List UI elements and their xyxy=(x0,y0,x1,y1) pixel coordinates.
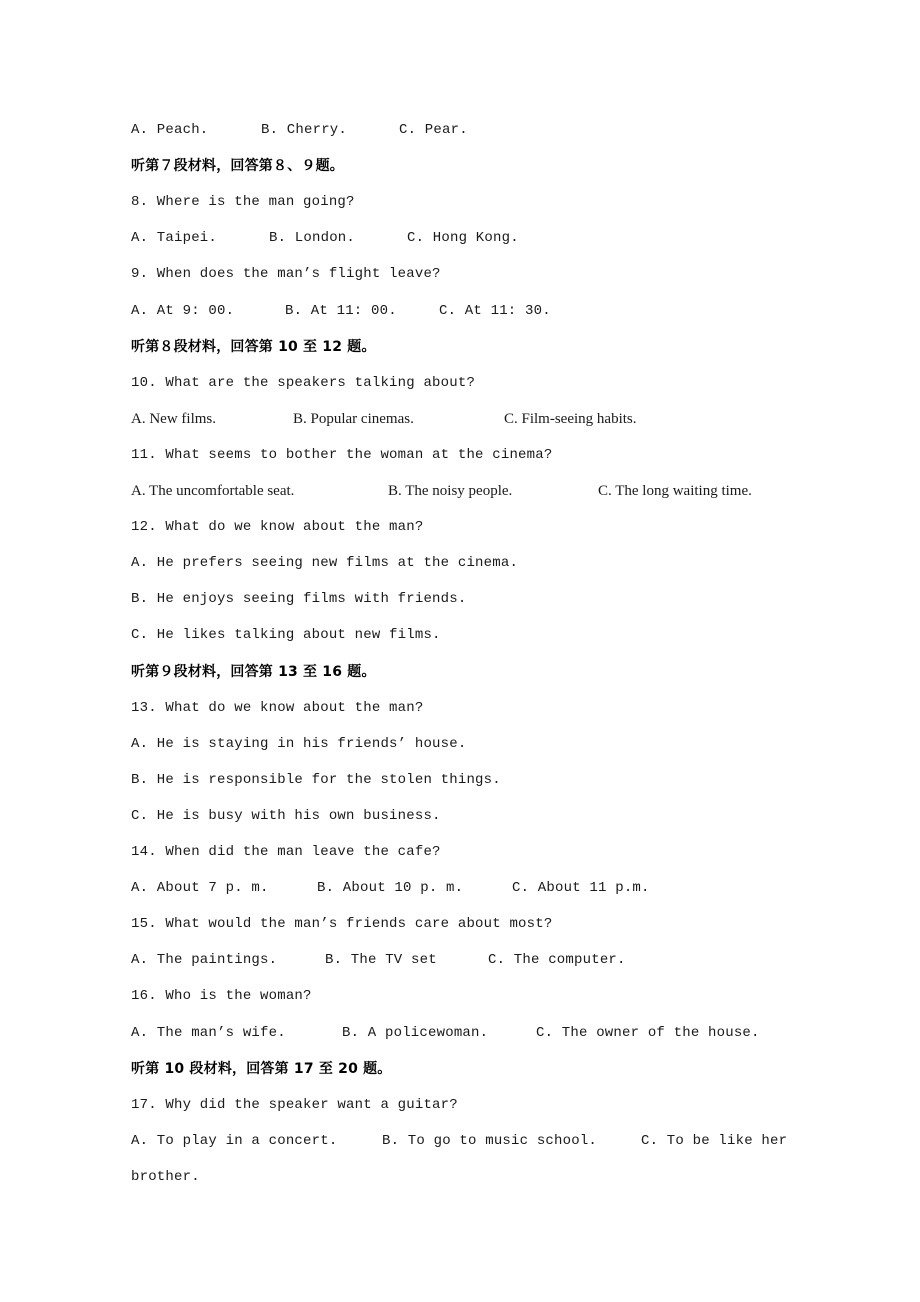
question-text: 13. What do we know about the man? xyxy=(131,699,424,716)
section-heading: 听第９段材料，回答第 13 至 16 题。 xyxy=(131,663,376,680)
answer-options-row xyxy=(131,302,811,320)
section-heading: 听第 10 段材料，回答第 17 至 20 题。 xyxy=(131,1060,392,1077)
question-text: 11. What seems to bother the woman at the cinema? xyxy=(131,446,553,463)
answer-option: B. The noisy people. xyxy=(388,483,513,499)
answer-option: C. To be like her xyxy=(641,1132,788,1149)
answer-option: C. About 11 p.m. xyxy=(512,880,650,897)
answer-option: C. The long waiting time. xyxy=(598,483,752,499)
answer-options-row xyxy=(131,229,811,247)
answer-options-row xyxy=(131,410,811,428)
answer-option: C. At 11: 30. xyxy=(439,302,551,319)
answer-option: C. Hong Kong. xyxy=(407,230,519,247)
answer-option: B. A policewoman. xyxy=(342,1024,489,1041)
answer-option: B. Popular cinemas. xyxy=(293,410,414,427)
answer-option: C. The computer. xyxy=(488,952,626,969)
answer-option: B. London. xyxy=(269,230,356,247)
answer-option: B. Cherry. xyxy=(261,122,348,138)
question-text: C. He likes talking about new films. xyxy=(131,627,441,644)
question-text: 12. What do we know about the man? xyxy=(131,519,424,536)
answer-option: C. The owner of the house. xyxy=(536,1024,760,1041)
answer-option: A. The uncomfortable seat. xyxy=(131,483,295,499)
answer-options-row xyxy=(131,1024,811,1042)
answer-option: B. At 11: 00. xyxy=(285,302,397,319)
answer-option: A. About 7 p. m. xyxy=(131,880,269,897)
answer-options-row xyxy=(131,879,811,897)
answer-option: A. New films. xyxy=(131,410,216,427)
answer-option: B. About 10 p. m. xyxy=(317,880,464,897)
answer-options-row xyxy=(131,951,811,969)
question-text: 14. When did the man leave the cafe? xyxy=(131,844,441,860)
question-text: brother. xyxy=(131,1168,200,1185)
answer-options-row xyxy=(131,482,811,500)
answer-option: C. Film-seeing habits. xyxy=(504,410,637,427)
answer-option: C. Pear. xyxy=(399,122,468,138)
question-text: B. He is responsible for the stolen things. xyxy=(131,771,501,788)
question-text: 8. Where is the man going? xyxy=(131,194,355,211)
section-heading: 听第８段材料，回答第 10 至 12 题。 xyxy=(131,338,376,355)
question-text: 9. When does the man’s flight leave? xyxy=(131,266,441,283)
answer-options-row xyxy=(131,121,811,139)
answer-option: A. At 9: 00. xyxy=(131,302,235,319)
answer-option: A. Peach. xyxy=(131,122,209,138)
section-heading: 听第７段材料，回答第８、９题。 xyxy=(131,158,344,175)
question-text: 15. What would the man’s friends care about most? xyxy=(131,916,553,933)
question-text: A. He prefers seeing new films at the cinema. xyxy=(131,555,519,572)
answer-option: B. To go to music school. xyxy=(382,1132,598,1149)
answer-option: B. The TV set xyxy=(325,952,437,969)
question-text: B. He enjoys seeing films with friends. xyxy=(131,591,467,608)
answer-option: A. The man’s wife. xyxy=(131,1024,286,1041)
answer-option: A. To play in a concert. xyxy=(131,1132,338,1149)
question-text: C. He is busy with his own business. xyxy=(131,807,441,824)
question-text: 17. Why did the speaker want a guitar? xyxy=(131,1096,458,1113)
question-text: 10. What are the speakers talking about? xyxy=(131,374,476,391)
answer-option: A. The paintings. xyxy=(131,952,278,969)
answer-option: A. Taipei. xyxy=(131,230,218,247)
question-text: A. He is staying in his friends’ house. xyxy=(131,735,467,752)
answer-options-row xyxy=(131,1132,811,1150)
question-text: 16. Who is the woman? xyxy=(131,988,312,1005)
